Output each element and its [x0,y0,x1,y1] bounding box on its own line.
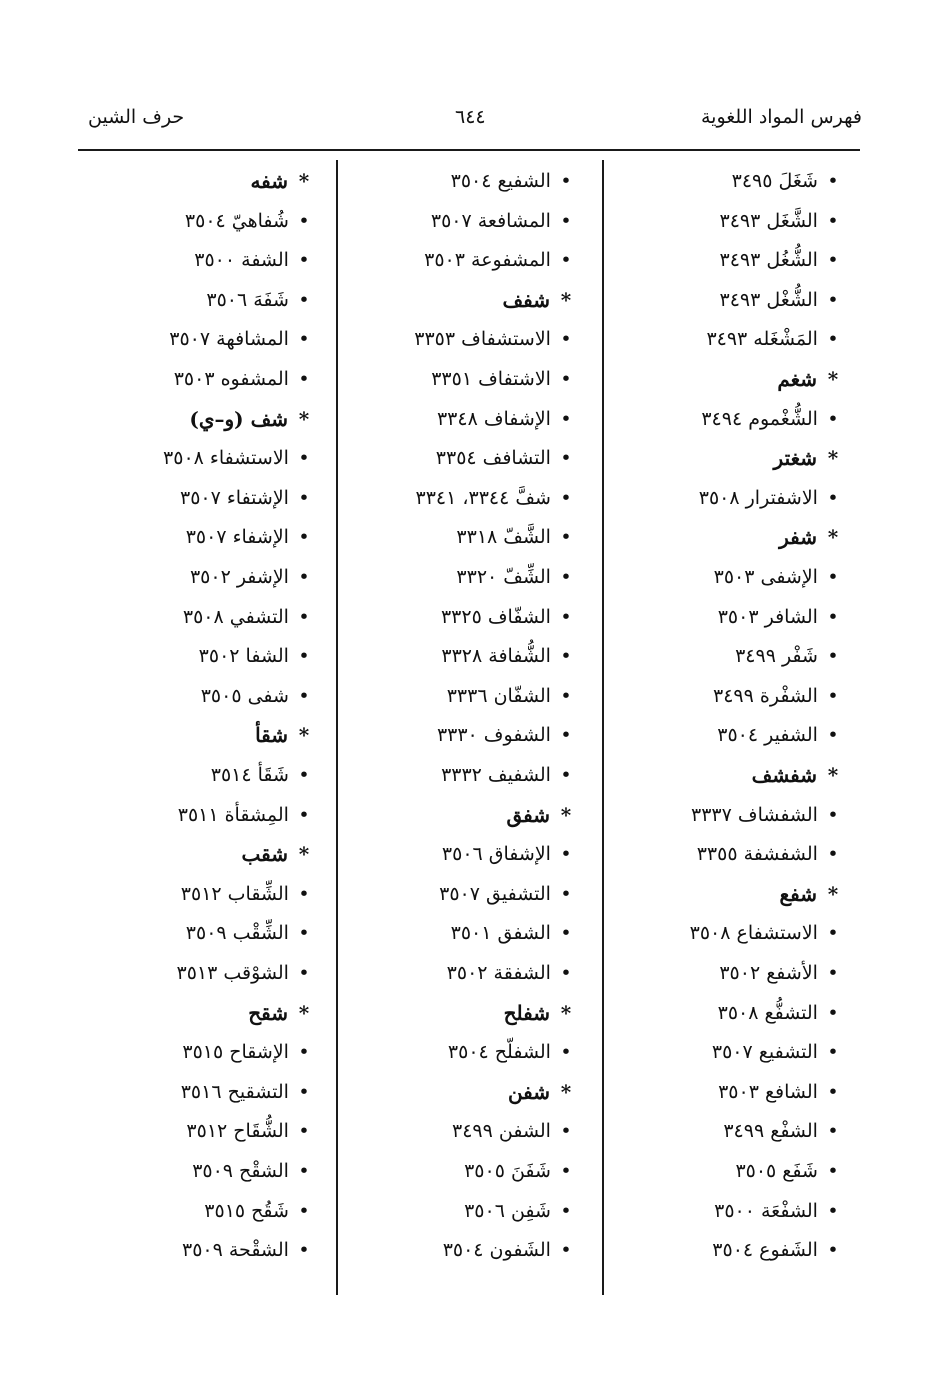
bullet-marker: • [560,170,572,192]
entry-text: الشفْعَة ٣٥٠٠ [714,1199,824,1222]
entry-text: الاستشفاف ٣٣٥٣ [414,328,557,351]
entry-text: المشفوه ٣٥٠٣ [173,368,295,390]
asterisk-marker: * [560,287,572,312]
bullet-marker: • [298,526,310,549]
header-chapter-title: حرف الشين [88,106,185,128]
entry-text: شَفَنَ ٣٥٠٥ [464,1160,557,1182]
entry-text: الشُّفافة ٣٣٢٨ [441,645,557,668]
entry-text: الأشفع ٣٥٠٢ [719,962,824,984]
entry-text: شفلح [503,1000,557,1025]
index-entry [199,643,313,669]
entry-text: الإشتفاء ٣٥٠٧ [179,486,295,509]
bullet-marker: • [827,1199,839,1222]
entry-text: شَقُح ٣٥١٥ [204,1199,295,1222]
entry-text: الشُّغُل ٣٤٩٣ [719,249,824,272]
asterisk-marker: * [827,525,839,550]
index-entry [178,802,313,828]
root-heading [250,168,313,194]
bullet-marker: • [827,328,839,351]
bullet-marker: • [298,368,310,390]
entry-text: الشافع ٣٥٠٣ [718,1080,824,1103]
index-entry [441,762,575,788]
bullet-marker: • [560,645,572,668]
entry-text: الشفشاف ٣٣٣٧ [691,803,824,826]
index-entry [452,1118,575,1144]
index-entry [720,208,842,234]
index-entry [718,1079,842,1105]
index-entry [442,841,575,867]
bullet-marker: • [827,566,839,588]
index-entry [186,920,313,946]
index-column-left [83,160,313,1290]
bullet-marker: • [560,447,572,470]
bullet-marker: • [827,605,839,628]
index-column-right [602,160,842,1290]
entry-text: شفع [779,881,824,906]
index-entry [183,604,313,630]
bullet-marker: • [827,1120,839,1143]
bullet-marker: • [298,605,310,628]
bullet-marker: • [560,1239,572,1262]
entry-text: الشفير ٣٥٠٤ [717,724,824,747]
index-entry [712,1237,842,1263]
bullet-marker: • [560,684,572,707]
entry-text: الشقْحة ٣٥٠٩ [182,1239,295,1262]
root-heading [504,1000,575,1026]
entry-text: الشفلّح ٣٥٠٤ [447,1041,557,1064]
index-entry [714,1198,842,1224]
entry-text: الاستشفاع ٣٥٠٨ [689,922,824,945]
entry-text: الشفا ٣٥٠٢ [198,645,295,668]
bullet-marker: • [560,1199,572,1222]
entry-text: الشفيع ٣٥٠٤ [450,170,557,192]
index-entry [456,564,575,590]
entry-text: الإشفر ٣٥٠٢ [189,566,295,588]
index-entry [447,960,575,986]
bullet-marker: • [827,170,839,192]
index-entry [713,683,842,709]
bullet-marker: • [298,1199,310,1222]
entry-text: الشِّقْب ٣٥٠٩ [185,922,295,945]
entry-text: الإشفاف ٣٣٤٨ [436,407,557,430]
index-entry [201,683,313,709]
entry-text: شفه [250,169,295,193]
index-entry [714,564,842,590]
index-entry [691,802,842,828]
index-entry [436,445,575,471]
index-entry [464,1198,575,1224]
root-heading [506,802,575,828]
bullet-marker: • [560,605,572,628]
asterisk-marker: * [298,1000,310,1025]
index-entry [431,208,575,234]
entry-text: التشفيع ٣٥٠٧ [711,1041,824,1064]
entry-text: شقأ [255,723,295,748]
root-heading [774,445,842,471]
index-entry [443,1237,575,1263]
index-entry [456,524,575,550]
index-entry [732,168,842,194]
entry-text: الشفشفة ٣٣٥٥ [696,843,824,866]
asterisk-marker: * [827,881,839,906]
bullet-marker: • [560,922,572,945]
entry-text: شفشف [751,763,824,787]
bullet-marker: • [560,368,572,390]
bullet-marker: • [827,922,839,945]
index-entry [451,920,575,946]
entry-text: الشِّقاب ٣٥١٢ [180,882,295,905]
bullet-marker: • [560,1160,572,1182]
asterisk-marker: * [298,406,310,431]
index-entry [437,406,575,432]
entry-text: الشَّغَل ٣٤٩٣ [719,209,824,232]
bullet-marker: • [827,1239,839,1262]
index-entry [174,366,313,392]
asterisk-marker: * [298,723,310,748]
index-entry [204,1198,313,1224]
index-entry [718,1000,842,1026]
bullet-marker: • [827,1080,839,1103]
bullet-marker: • [298,803,310,826]
bullet-marker: • [560,407,572,430]
bullet-marker: • [560,249,572,272]
entry-text: الشفة ٣٥٠٠ [194,249,295,272]
root-heading [248,1000,313,1026]
index-entry [169,326,313,352]
index-entry [699,485,842,511]
index-entry [194,247,313,273]
index-entry [181,881,313,907]
entry-text: شف (و–ي) [189,406,295,431]
index-entry [719,960,842,986]
entry-text: الشفق ٣٥٠١ [450,922,557,945]
bullet-marker: • [298,684,310,707]
root-heading [242,841,313,867]
entry-text: التشافف ٣٣٥٤ [435,447,557,470]
entry-text: الإشفاء ٣٥٠٧ [185,526,295,549]
index-entry [182,1237,313,1263]
index-entry [181,1079,313,1105]
bullet-marker: • [827,645,839,668]
entry-text: الاستشفاء ٣٥٠٨ [163,447,295,470]
entry-text: شَغَلَ ٣٤٩٥ [731,170,824,192]
index-entry [451,168,575,194]
bullet-marker: • [298,328,310,351]
bullet-marker: • [560,328,572,351]
bullet-marker: • [827,803,839,826]
entry-text: الشفّان ٣٣٣٦ [446,684,557,707]
index-entry [706,326,842,352]
asterisk-marker: * [560,802,572,827]
bullet-marker: • [560,843,572,866]
entry-text: المِشقأة ٣٥١١ [177,803,295,826]
root-heading [777,366,842,392]
bullet-marker: • [827,1160,839,1182]
entry-text: شقب [241,842,295,867]
entry-text: شفَّ ٣٣٤٤، ٣٣٤١ [415,486,557,509]
root-heading [189,406,313,432]
entry-text: الشقْح ٣٥٠٩ [192,1160,295,1182]
entry-text: شَفِن ٣٥٠٦ [464,1199,557,1222]
bullet-marker: • [560,1041,572,1064]
bullet-marker: • [827,962,839,984]
index-entry [735,643,842,669]
index-column-middle [355,160,575,1290]
bullet-marker: • [298,764,310,786]
asterisk-marker: * [827,763,839,787]
index-entry [182,1039,313,1065]
index-entry [448,1039,575,1065]
entry-text: الشفن ٣٤٩٩ [452,1120,557,1143]
bullet-marker: • [298,1041,310,1064]
entry-text: الإشقاح ٣٥١٥ [182,1041,295,1064]
asterisk-marker: * [560,1000,572,1025]
index-entry [190,564,313,590]
index-entry [186,1118,313,1144]
index-entry [185,208,313,234]
bullet-marker: • [827,407,839,430]
entry-text: شقح [248,1000,295,1025]
asterisk-marker: * [827,367,839,391]
bullet-marker: • [298,447,310,470]
bullet-marker: • [298,922,310,945]
index-entry [720,247,842,273]
asterisk-marker: * [827,446,839,471]
bullet-marker: • [827,249,839,272]
bullet-marker: • [560,526,572,549]
entry-text: التشفي ٣٥٠٨ [182,605,295,628]
root-heading [752,762,842,788]
bullet-marker: • [827,684,839,707]
index-entry [464,1158,575,1184]
entry-text: الاشتفاف ٣٣٥١ [431,368,557,390]
index-entry [177,960,313,986]
index-entry [441,604,575,630]
bullet-marker: • [827,288,839,311]
index-entry [416,485,576,511]
bullet-marker: • [827,1041,839,1064]
entry-text: الشُّغْموم ٣٤٩٤ [701,407,824,430]
index-entry [735,1158,842,1184]
asterisk-marker: * [298,169,310,193]
entry-text: الشُّقَاح ٣٥١٢ [186,1120,295,1143]
entry-text: الشوْقب ٣٥١٣ [176,962,295,984]
entry-text: المشافعة ٣٥٠٧ [430,209,557,232]
bullet-marker: • [298,1239,310,1262]
bullet-marker: • [827,843,839,866]
index-entry [180,485,313,511]
entry-text: الإشفى ٣٥٠٣ [713,566,824,588]
index-entry [697,841,842,867]
index-entry [211,762,313,788]
entry-text: الشفقة ٣٥٠٢ [446,962,557,984]
entry-text: شفف [502,287,557,312]
index-entry [186,524,313,550]
asterisk-marker: * [560,1079,572,1104]
entry-text: شَفْر ٣٤٩٩ [735,645,824,668]
bullet-marker: • [298,645,310,668]
bullet-marker: • [298,882,310,905]
header-section-title: فهرس المواد اللغوية [700,106,862,128]
entry-text: الشَّفّ ٣٣١٨ [456,526,557,549]
entry-text: الشفْرة ٣٤٩٩ [713,684,824,707]
root-heading [255,722,313,748]
bullet-marker: • [298,566,310,588]
page-number: ٦٤٤ [455,106,486,128]
bullet-marker: • [827,209,839,232]
entry-text: المَشْغَله ٣٤٩٣ [706,328,824,351]
entry-text: المشفوعة ٣٥٠٣ [424,249,557,272]
index-entry [712,1039,842,1065]
bullet-marker: • [298,1120,310,1143]
bullet-marker: • [298,486,310,509]
entry-text: التشفيق ٣٥٠٧ [439,882,557,905]
bullet-marker: • [560,724,572,747]
entry-text: شفر [779,525,824,550]
entry-text: الشُّغْل ٣٤٩٣ [719,288,824,311]
bullet-marker: • [298,209,310,232]
root-heading [502,287,575,313]
entry-text: شَقَأ ٣٥١٤ [210,764,295,786]
entry-text: شغتر [773,446,824,471]
index-entry [447,683,575,709]
entry-text: الشفيف ٣٣٣٢ [441,764,557,786]
bullet-marker: • [298,1080,310,1103]
index-entry [723,1118,842,1144]
entry-text: الإشفاق ٣٥٠٦ [441,843,557,866]
bullet-marker: • [560,962,572,984]
entry-text: شُفاهيّ ٣٥٠٤ [184,209,295,232]
index-entry [690,920,842,946]
column-divider-left [336,160,338,1295]
bullet-marker: • [560,882,572,905]
index-entry [414,326,575,352]
index-entry [720,287,842,313]
index-entry [163,445,313,471]
index-entry [206,287,313,313]
entry-text: الشفوف ٣٣٣٠ [436,724,557,747]
entry-text: المشافهة ٣٥٠٧ [169,328,295,351]
bullet-marker: • [298,1160,310,1182]
bullet-marker: • [560,209,572,232]
root-heading [780,881,842,907]
entry-text: شَفَهَ ٣٥٠٦ [206,288,295,311]
root-heading [508,1079,575,1105]
entry-text: شفى ٣٥٠٥ [200,684,295,707]
entry-text: الشفّاف ٣٣٢٥ [440,605,557,628]
root-heading [779,524,842,550]
bullet-marker: • [298,962,310,984]
entry-text: الشَفوع ٣٥٠٤ [712,1239,824,1262]
index-entry [424,247,575,273]
entry-text: شفق [506,802,557,827]
index-entry [431,366,575,392]
entry-text: شفن [507,1079,557,1104]
bullet-marker: • [560,1120,572,1143]
index-entry [437,722,575,748]
asterisk-marker: * [298,842,310,867]
index-entry [701,406,842,432]
bullet-marker: • [827,724,839,747]
entry-text: التشفُّع ٣٥٠٨ [717,1001,824,1024]
entry-text: الشِّفّ ٣٣٢٠ [456,566,557,588]
bullet-marker: • [298,288,310,311]
bullet-marker: • [298,249,310,272]
index-entry [718,604,842,630]
index-entry [717,722,842,748]
index-entry [439,881,575,907]
index-entry [192,1158,313,1184]
bullet-marker: • [560,566,572,588]
entry-text: الشفْع ٣٤٩٩ [723,1120,824,1143]
bullet-marker: • [560,486,572,509]
bullet-marker: • [827,486,839,509]
entry-text: شَفَع ٣٥٠٥ [735,1160,824,1182]
entry-text: التشقيح ٣٥١٦ [180,1080,295,1103]
entry-text: الشافر ٣٥٠٣ [717,605,824,628]
bullet-marker: • [560,764,572,786]
entry-text: شغم [777,367,824,391]
index-entry [441,643,575,669]
entry-text: الاشفترار ٣٥٠٨ [698,486,824,509]
header-rule [78,149,860,151]
entry-text: الشَفون ٣٥٠٤ [442,1239,557,1262]
bullet-marker: • [827,1001,839,1024]
